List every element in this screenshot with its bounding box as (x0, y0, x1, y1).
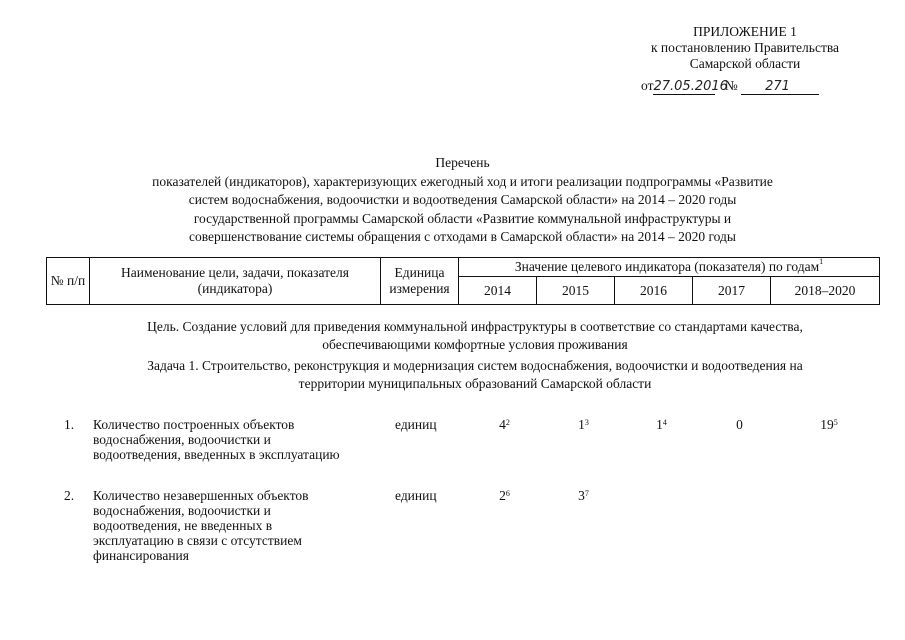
appendix-title: ПРИЛОЖЕНИЕ 1 (693, 24, 797, 39)
document-title (40, 154, 885, 247)
row-2-value-2014 (466, 488, 543, 503)
appendix-block (620, 24, 870, 72)
goal-line-1: Цель. Создание условий для приведения коммунальной инфраструктуры в соответствие со стандартами качества, (147, 319, 803, 334)
row-2-name-line-4: эксплуатацию в связи с отсутствием (93, 533, 302, 548)
row-1-name-line-2: водоснабжения, водоочистки и (93, 432, 271, 447)
row-2-name (93, 488, 393, 563)
row-1-name-line-1: Количество построенных объектов (93, 417, 295, 432)
year-2015: 2015 (537, 277, 615, 305)
row-1-name-line-3: водоотведения, введенных в эксплуатацию (93, 447, 340, 462)
footnote-mark: 4 (662, 418, 667, 427)
title-line-5: совершенствование системы обращения с отходами в Самарской области» на 2014 – 2020 годы (188, 229, 736, 244)
value: 3 (578, 488, 585, 503)
col-unit-header: Единица измерения (381, 258, 459, 305)
number-label: № (724, 78, 738, 93)
footnote-mark: 6 (505, 489, 510, 498)
task-line-2: территории муниципальных образований Самарской области (298, 376, 652, 391)
handwritten-number: 271 (741, 79, 819, 95)
value: 2 (499, 488, 506, 503)
row-2-number: 2. (64, 488, 75, 503)
row-1-value-2014 (466, 417, 543, 432)
row-1-value-2016 (623, 417, 700, 432)
row-2-name-line-5: финансирования (93, 548, 189, 563)
appendix-region: Самарской области (689, 56, 801, 71)
appendix-date-line (641, 78, 819, 95)
value: 4 (499, 417, 506, 432)
year-2017: 2017 (693, 277, 771, 305)
footnote-mark: 3 (584, 418, 589, 427)
value: 1 (656, 417, 663, 432)
value: 19 (820, 417, 834, 432)
col-values-header (459, 258, 880, 277)
value: 0 (736, 417, 743, 432)
row-1-unit: единиц (395, 417, 437, 432)
from-label: от (641, 78, 654, 93)
goal-line-2: обеспечивающими комфортные условия проживания (322, 336, 628, 352)
col-number-header: № п/п (47, 258, 90, 305)
value: 1 (578, 417, 585, 432)
indicator-table-header (46, 257, 880, 305)
task-line-1: Задача 1. Строительство, реконструкция и модернизация систем водоснабжения, водоочистки и водоотведения на (147, 358, 803, 373)
title-line-4: государственной программы Самарской области «Развитие коммунальной инфраструктуры и (193, 210, 732, 226)
row-1-value-2015 (545, 417, 622, 432)
appendix-subtitle: к постановлению Правительства (650, 40, 840, 55)
row-2-name-line-3: водоотведения, не введенных в (93, 518, 273, 533)
col-name-header: Наименование цели, задачи, показателя (индикатора) (90, 258, 381, 305)
task-text (60, 357, 890, 393)
goal-text (60, 318, 890, 353)
title-line-2: показателей (индикаторов), характеризующих ежегодный ход и итоги реализации подпрограммы «Развитие (152, 173, 773, 189)
year-2016: 2016 (615, 277, 693, 305)
row-2-name-line-1: Количество незавершенных объектов (93, 488, 309, 503)
year-2018-2020: 2018–2020 (771, 277, 880, 305)
title-line-1: Перечень (435, 155, 490, 170)
footnote-mark: 5 (833, 418, 838, 427)
row-2-name-line-2: водоснабжения, водоочистки и (93, 503, 271, 518)
footnote-mark: 7 (584, 489, 589, 498)
row-1-name (93, 417, 393, 462)
year-2014: 2014 (459, 277, 537, 305)
row-2-unit: единиц (395, 488, 437, 503)
row-1-value-2017 (701, 417, 778, 432)
row-1-number: 1. (64, 417, 75, 432)
col-values-label: Значение целевого индикатора (показателя) по годам (514, 259, 820, 275)
title-line-3: систем водоснабжения, водоочистки и водоотведения Самарской области» на 2014 – 2020 годы (188, 192, 737, 207)
handwritten-date: 27.05.2016 (653, 79, 728, 94)
footnote-mark: 1 (819, 257, 824, 267)
footnote-mark: 2 (505, 418, 510, 427)
row-1-value-2018-2020 (779, 417, 879, 432)
row-2-value-2015 (545, 488, 622, 503)
